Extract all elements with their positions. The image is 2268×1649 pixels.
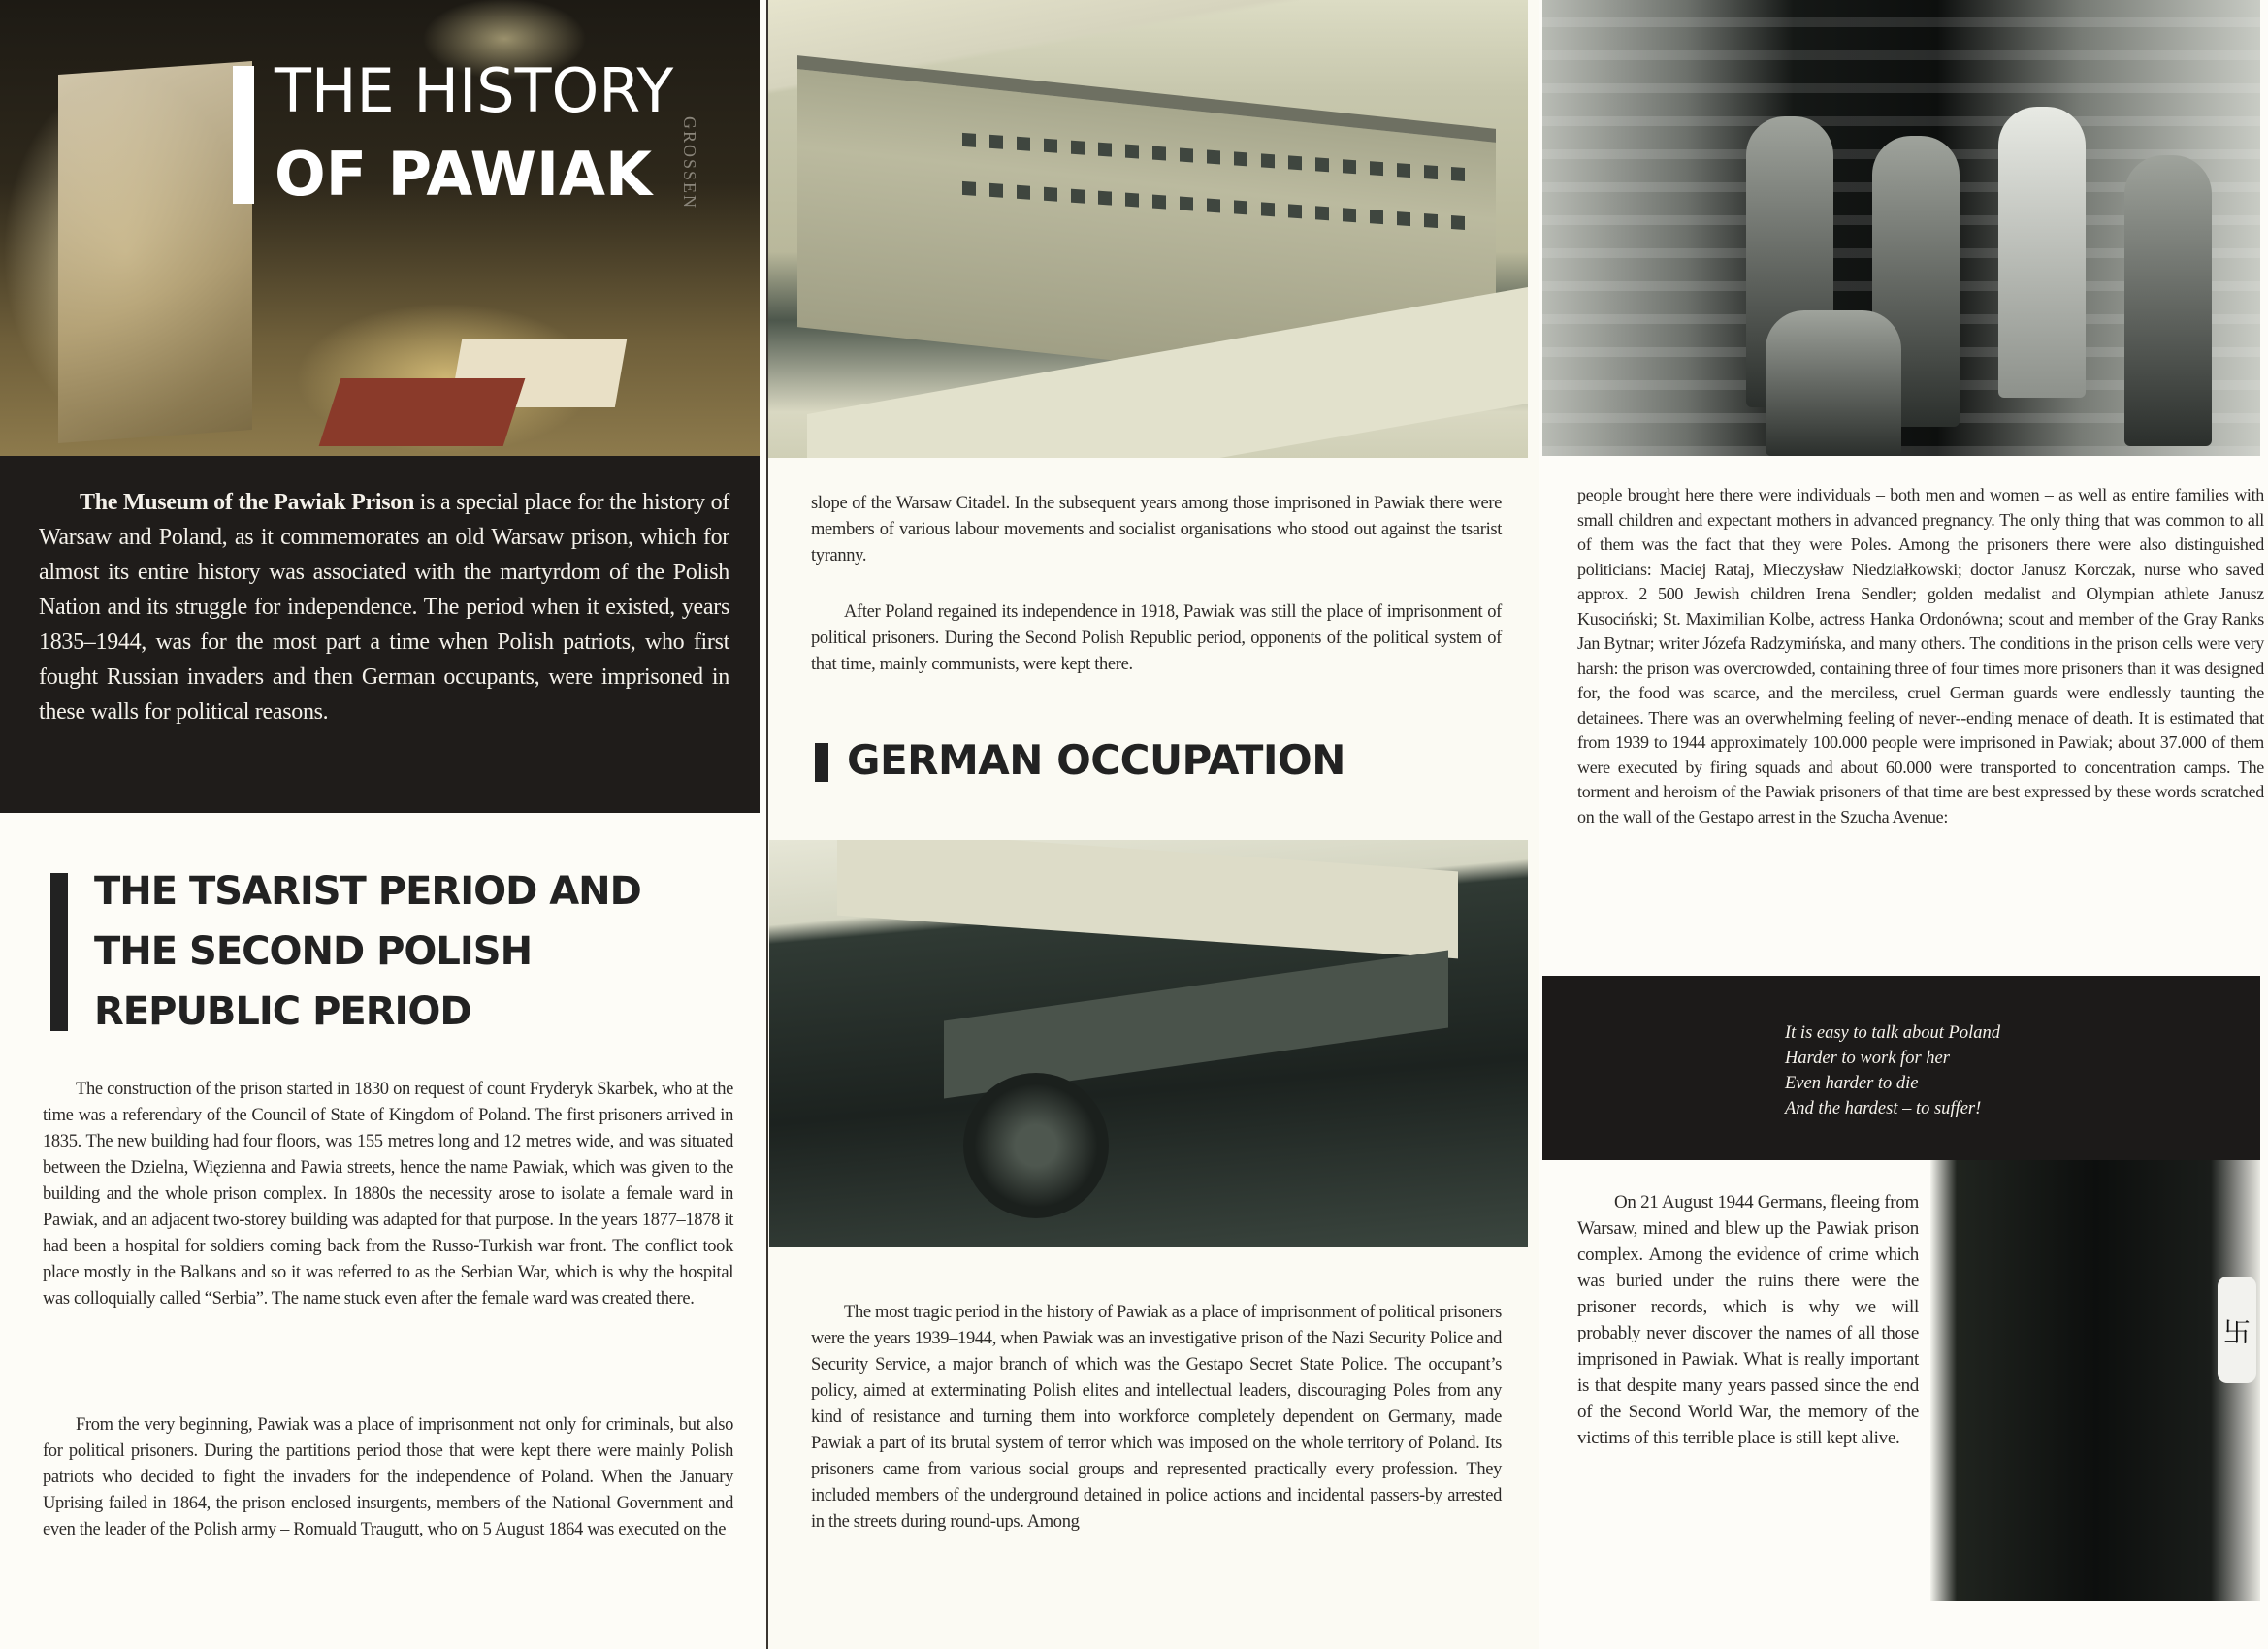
heading-part: PERIOD AND [365, 869, 641, 914]
paragraph: On 21 August 1944 Germans, fleeing from Warsaw, mined and blew up the Pawiak prison complex. Among the evidence of crime which was buried under the ruins there were the prisoner records, which is why we will probably never discover the names of all those imprisoned in Pawiak. What is really important is that despite many years passed since the end of the Second World War, the memory of the victims of this terrible place is still kept alive. [1577, 1192, 1919, 1448]
closing-paragraph [1577, 1189, 1919, 1451]
section-accent-bar [815, 743, 828, 782]
pawiak-prison-building-photo [768, 0, 1528, 458]
german-paragraph-2 [1577, 483, 2264, 829]
prisoner-truck-photo [769, 840, 1528, 1247]
exhibit-panel [58, 61, 252, 443]
heading-part: PERIOD [300, 989, 471, 1034]
armband-symbol-icon: 卐 [2223, 1316, 2252, 1348]
paragraph: The most tragic period in the history of Pawiak as a place of imprisonment of political prisoners were the years 1939–1944, when Pawiak was an investigative prison of the Nazi Security Police and Security Service, a major branch of which was the Gestapo Secret State Police. The occupant’s policy, aimed at exterminating Polish elites and intellectual leaders, discouraging Poles from any kind of resistance and turning them into workforce completely dependent on Germany, made Pawiak a part of its brutal system of terror which was imposed on the whole territory of Poland. Its prisoners came from various social groups and represented practically every profession. They included members of the underground detained in police actions and incidental passers-by arrested in the streets during round-ups. Among [811, 1303, 1502, 1532]
museum-exhibition-photo [0, 0, 760, 456]
paragraph: slope of the Warsaw Citadel. In the subsequent years among those imprisoned in Pawiak there were members of various labour movements and socialist organisations who stood out against the tsarist tyranny. [811, 494, 1502, 566]
truck-wheel [963, 1073, 1109, 1218]
paragraph: people brought here there were individuals – both men and women – as well as entire families with small children and expectant mothers in advanced pregnancy. The only thing that was common to all of them was the fact that they were Poles. Among the prisoners there were also distinguished politicians: Maciej Rataj, Mieczysław Niedziałkowski; doctor Janusz Korczak, nurse who saved approx. 2 500 Jewish children Irena Sendler; golden medalist and Olympian athlete Janusz Kusociński; St. Maximilian Kolbe, actress Hanka Ordonówna; scout and member of the Gray Ranks Jan Bytnar; writer Józefa Radzymińska, and many others. The conditions in the prison cells were very harsh: the prison was overcrowded, containing three of four times more prisoners than it was designed for, the food was scarce, and the merciless, cruel German guards were endlessly taunting the detainees. There was an overwhelming feeling of never--ending menace of death. It is estimated that from 1939 to 1944 approximately 100.000 people were imprisoned in Pawiak; about 37.000 of them were executed by firing squads and about 60.000 were transported to concentration camps. The torment and heroism of the Pawiak prisoners of that time are best expressed by these words scratched on the wall of the Gestapo arrest in the Szucha Avenue: [1577, 485, 2264, 826]
section-accent-bar [50, 873, 68, 1031]
left-panel [0, 0, 766, 1649]
page-title-line2 [275, 138, 652, 211]
quote-line: Harder to work for her [1785, 1049, 1950, 1068]
title-accent-bar [233, 66, 254, 204]
intro-lead: The Museum of the Pawiak Prison [80, 490, 415, 515]
quote-box [1542, 976, 2260, 1160]
officers-photo [1930, 1160, 2260, 1600]
quote-line: Even harder to die [1785, 1074, 1919, 1093]
intro-paragraph [39, 485, 729, 729]
armband [2218, 1277, 2256, 1383]
figure [1998, 107, 2086, 398]
quote-line: And the hardest – to suffer! [1785, 1099, 1982, 1118]
tsarist-paragraph-4 [811, 599, 1502, 678]
heading-part-bold: SECOND POLISH [189, 929, 533, 974]
intro-body: is a special place for the history of Warsaw and Poland, as it commemorates an old Warsaw prison, which for almost its entire history was associated with the martyrdom of the Polish Nation and its struggle for independence. The period when it existed, years 1835–1944, was for the most part a time when Polish patriots, who first fought Russian invaders and then German occupants, were imprisoned in these walls for political reasons. [39, 490, 729, 725]
tsarist-paragraph-1 [43, 1077, 733, 1312]
heading-part: THE [94, 929, 190, 974]
tsarist-section-heading [94, 861, 641, 1042]
paragraph: From the very beginning, Pawiak was a place of imprisonment not only for criminals, but also for political prisoners. During the partitions period those that were kept there were mainly Polish patriots who decided to fight the invaders for the independence of Poland. When the January Uprising failed in 1864, the prison enclosed insurgents, members of the National Government and even the leader of the Polish army – Romuald Traugutt, who on 5 August 1864 was executed on the [43, 1415, 733, 1539]
figure [1766, 310, 1901, 456]
vertical-credit: GROSSEN [680, 116, 699, 210]
heading-part-bold: GERMAN [847, 736, 1043, 784]
paragraph: The construction of the prison started in 1830 on request of count Fryderyk Skarbek, who at the time was a referendary of the Council of State of Kingdom of Poland. The first prisoners arrived in 1835. The new building had four floors, was 155 metres long and 12 metres wide, and was situated between the Dzielna, Więzienna and Pawia streets, hence the name Pawiak, which was given to the building and the whole prison complex. In 1880s the necessity arose to isolate a female ward in Pawiak, and an adjacent two-storey building was adapted for that purpose. In the years 1877–1878 it had been a hospital for soldiers coming back from the Russo-Turkish war front. The conflict took place mostly in the Balkans and so it was referred to as the Serbian War, which is why the hospital was colloquially called “Serbia”. The name stuck even after the female ward was created there. [43, 1080, 733, 1309]
heading-part-bold: REPUBLIC [94, 989, 301, 1034]
tsarist-paragraph-2 [43, 1412, 733, 1543]
page-title-line1: THE HISTORY [275, 55, 674, 126]
figure [2124, 155, 2212, 446]
heading-part: OCCUPATION [1042, 736, 1345, 784]
heading-part-bold: TSARIST [189, 869, 366, 914]
quote-line: It is easy to talk about Poland [1785, 1023, 2000, 1043]
wall-inscription-quote [1785, 1020, 2000, 1121]
german-occupation-heading [847, 733, 1345, 788]
paragraph: After Poland regained its independence in 1918, Pawiak was still the place of imprisonment of political prisoners. During the Second Polish Republic period, opponents of the political system of that time, mainly communists, were kept there. [811, 602, 1502, 674]
exhibit-book [319, 378, 526, 446]
uniformed-group-photo [1542, 0, 2260, 456]
title-prefix: OF [275, 139, 388, 210]
heading-part: THE [94, 869, 190, 914]
german-paragraph-1 [811, 1300, 1502, 1536]
intro-box [0, 456, 760, 813]
tsarist-paragraph-3 [811, 491, 1502, 569]
title-bold: PAWIAK [387, 139, 653, 210]
truck-canopy [837, 840, 1458, 958]
